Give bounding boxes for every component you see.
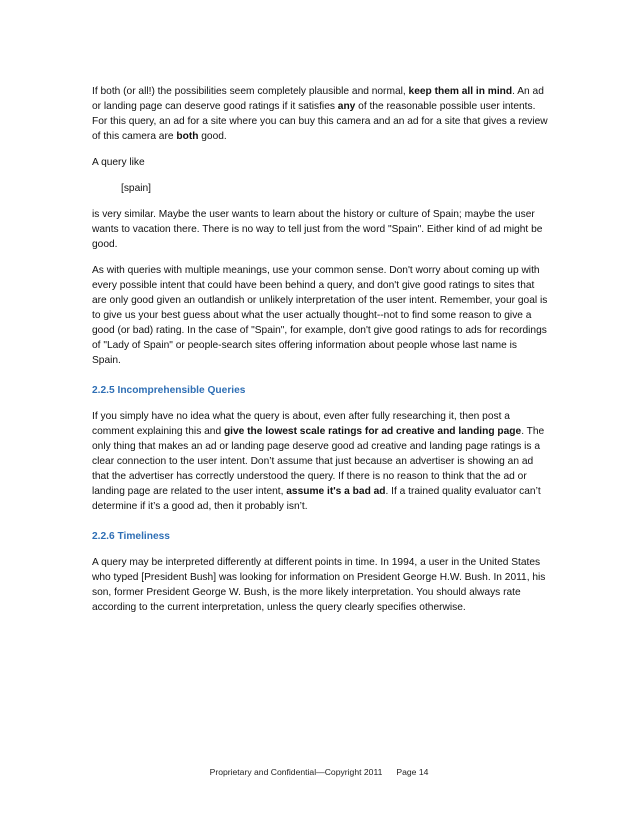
- bold-text: both: [176, 131, 199, 142]
- paragraph-spain: is very similar. Maybe the user wants to learn about the history or culture of Spain; maybe the user wants to vacation there. There is no way to tell just from the word "Spain". Either kind of ad might be good.: [92, 209, 543, 250]
- paragraph-possibilities: [92, 84, 548, 144]
- page-number: Page 14: [396, 767, 429, 777]
- text-run: If both (or all!) the possibilities seem completely plausible and normal,: [92, 86, 409, 97]
- text-run: . If a trained quality evaluator can’t determine if it’s a good ad, then it probably isn’t.: [92, 486, 541, 512]
- text-run: . An ad or landing page can deserve good ratings if it satisfies: [92, 86, 544, 112]
- bold-text: give the lowest scale ratings for ad creative and landing page: [223, 426, 522, 437]
- bold-text: any: [337, 101, 356, 112]
- text-run: of the reasonable possible user intents. For this query, an ad for a site where you can buy this camera and an ad for a site that gives a review of this camera are: [92, 101, 548, 142]
- paragraph-timeliness: A query may be interpreted differently at different points in time. In 1994, a user in the United States who typed [President Bush] was looking for information on President George H.W. Bush. In 2011, his son, former President George W. Bush, is the more likely interpretation. You should always rate according to the current interpretation, unless the query clearly specifies otherwise.: [92, 557, 546, 613]
- page-body: [92, 84, 548, 626]
- text-run: . The only thing that makes an ad or landing page deserve good ad creative and landing page ratings is a clear connection to the user intent. Don’t assume that just because an advertiser is showing an ad that the advertiser has correctly understood the query. If there is no reason to think that the ad or landing page are related to the user intent,: [92, 426, 545, 497]
- paragraph-query-like: A query like: [92, 157, 145, 168]
- footer-copyright: Proprietary and Confidential—Copyright 2011: [209, 767, 383, 777]
- example-query: [spain]: [121, 183, 152, 194]
- section-heading-timeliness: 2.2.6 Timeliness: [92, 531, 170, 542]
- page-footer: [0, 767, 638, 777]
- bold-text: assume it's a bad ad: [286, 486, 386, 497]
- paragraph-incomprehensible: [92, 409, 548, 514]
- paragraph-common-sense: As with queries with multiple meanings, use your common sense. Don't worry about coming up with every possible intent that could have been behind a query, and don't give good ratings to sites that are only good given an outlandish or unlikely interpretation of the user intent. Remember, your goal is to give us your best guess about what the user actually thought--not to find some reason to give a good (or bad) rating. In the case of "Spain", for example, don't give good ratings to ads for recordings of "Lady of Spain" or people-search sites offering information about people whose last name is Spain.: [92, 265, 548, 366]
- bold-text: keep them all in mind: [408, 86, 513, 97]
- section-heading-incomprehensible: 2.2.5 Incomprehensible Queries: [92, 385, 246, 396]
- text-run: If you simply have no idea what the query is about, even after fully researching it, then post a comment explaining this and: [92, 411, 510, 437]
- text-run: good.: [198, 131, 227, 142]
